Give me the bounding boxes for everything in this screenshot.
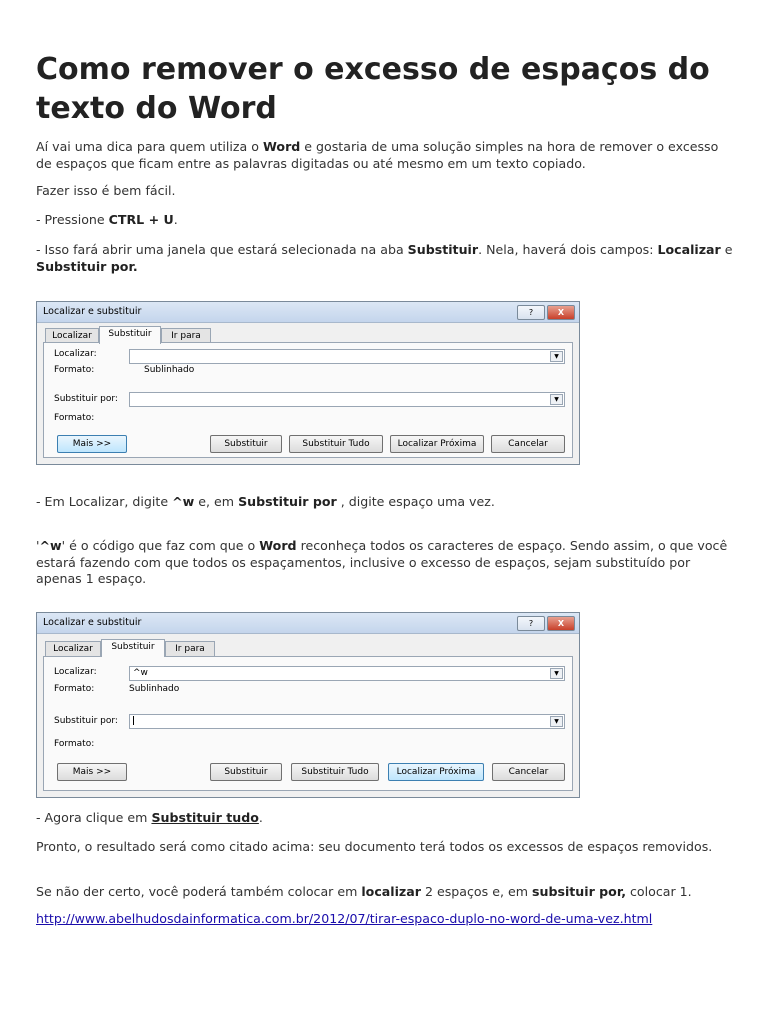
done-paragraph: Pronto, o resultado será como citado acima: seu documento terá todos os excessos de espaços removidos. <box>36 839 713 854</box>
tab-substituir[interactable]: Substituir <box>99 326 161 344</box>
intro-text-a: Aí vai uma dica para quem utiliza o <box>36 139 263 154</box>
dialog-title: Localizar e substituir <box>43 617 142 628</box>
chevron-down-icon[interactable]: ▼ <box>550 716 563 727</box>
format-label: Formato: <box>54 684 95 694</box>
find-label: Localizar: <box>54 667 97 677</box>
step1-keys: CTRL + U <box>108 212 174 227</box>
source-link[interactable]: http://www.abelhudosdainformatica.com.br/2012/07/tirar-espaco-duplo-no-word-de-uma-vez.html <box>36 911 653 926</box>
find-next-button[interactable]: Localizar Próxima <box>388 763 484 781</box>
chevron-down-icon[interactable]: ▼ <box>550 668 563 679</box>
tip-text-c: colocar 1. <box>625 884 692 899</box>
replace-combobox[interactable] <box>129 714 565 729</box>
replace-all-button[interactable]: Substituir Tudo <box>289 435 383 453</box>
explain-quote: ' <box>36 538 40 553</box>
help-button[interactable]: ? <box>517 616 545 631</box>
step2-paragraph <box>36 242 736 275</box>
step2-field1: Localizar <box>657 242 721 257</box>
replace-label: Substituir por: <box>54 394 118 404</box>
tip-text-a: Se não der certo, você poderá também colocar em <box>36 884 362 899</box>
close-button[interactable]: X <box>547 305 575 320</box>
format-label: Formato: <box>54 365 95 375</box>
dialog-titlebar <box>37 613 579 634</box>
text-caret <box>133 715 134 728</box>
step1-paragraph <box>36 212 736 229</box>
close-button[interactable]: X <box>547 616 575 631</box>
tab-ir-para[interactable]: Ir para <box>161 328 211 343</box>
source-paragraph <box>36 911 736 928</box>
intro-word: Word <box>262 139 301 154</box>
intro-paragraph <box>36 139 736 172</box>
step3-text-c: , digite espaço uma vez. <box>336 494 495 509</box>
easy-paragraph: Fazer isso é bem fácil. <box>36 183 176 198</box>
step4-text-a: - Agora clique em <box>36 810 152 825</box>
tip-k1: localizar <box>361 884 421 899</box>
step2-field2: Substituir por. <box>36 258 138 274</box>
tip-text-b: 2 espaços e, em <box>420 884 532 899</box>
replace-button[interactable]: Substituir <box>210 763 282 781</box>
step1-text-a: - Pressione <box>36 212 109 227</box>
dialog-titlebar <box>37 302 579 323</box>
find-value: ^w <box>133 668 148 678</box>
step3-field: Substituir por <box>238 494 337 509</box>
replace-button[interactable]: Substituir <box>210 435 282 453</box>
cancel-button[interactable]: Cancelar <box>492 763 565 781</box>
replace-combobox[interactable] <box>129 392 565 407</box>
tab-localizar[interactable]: Localizar <box>45 328 99 343</box>
explain-code: ^w <box>39 538 62 553</box>
find-combobox[interactable] <box>129 666 565 681</box>
tab-panel <box>43 342 573 458</box>
tip-paragraph <box>36 884 736 901</box>
find-next-button[interactable]: Localizar Próxima <box>390 435 484 453</box>
dialog-title: Localizar e substituir <box>43 306 142 317</box>
step4-paragraph <box>36 810 736 827</box>
step3-paragraph <box>36 494 736 511</box>
replace-all-button[interactable]: Substituir Tudo <box>291 763 379 781</box>
chevron-down-icon[interactable]: ▼ <box>550 394 563 405</box>
tab-ir-para[interactable]: Ir para <box>165 641 215 656</box>
step2-text-c: e <box>720 242 733 257</box>
more-button[interactable]: Mais >> <box>57 763 127 781</box>
explain-paragraph <box>36 538 736 588</box>
find-replace-dialog-1 <box>36 301 580 465</box>
find-replace-dialog-2 <box>36 612 580 798</box>
find-combobox[interactable] <box>129 349 565 364</box>
step2-tab: Substituir <box>407 242 479 257</box>
replace-format-label: Formato: <box>54 413 95 423</box>
tab-substituir[interactable]: Substituir <box>101 639 165 657</box>
help-button[interactable]: ? <box>517 305 545 320</box>
step3-text-a: - Em Localizar, digite <box>36 494 173 509</box>
more-button[interactable]: Mais >> <box>57 435 127 453</box>
tab-panel <box>43 656 573 791</box>
tab-localizar[interactable]: Localizar <box>45 641 101 656</box>
replace-label: Substituir por: <box>54 716 118 726</box>
step2-text-b: . Nela, haverá dois campos: <box>478 242 658 257</box>
page-title: Como remover o excesso de espaços do texto do Word <box>36 52 710 126</box>
chevron-down-icon[interactable]: ▼ <box>550 351 563 362</box>
explain-word: Word <box>259 538 297 553</box>
explain-text-b: reconheça todos os caracteres de espaço. Sendo assim, o que você estará fazendo com que todos os espaçamentos, inclusive o excesso de espaços, sejam substituído por apenas 1 espaço. <box>36 538 728 586</box>
step2-text-a: - Isso fará abrir uma janela que estará selecionada na aba <box>36 242 408 257</box>
cancel-button[interactable]: Cancelar <box>491 435 565 453</box>
intro-text-b: e gostaria de uma solução simples na hora de remover o excesso de espaços que ficam entre as palavras digitadas ou até mesmo em um texto copiado. <box>36 139 719 171</box>
format-value: Sublinhado <box>129 684 180 694</box>
step4-button-name: Substituir tudo <box>151 810 259 825</box>
replace-format-label: Formato: <box>54 739 95 749</box>
format-value: Sublinhado <box>144 365 195 375</box>
tip-k2: subsituir por, <box>531 884 626 899</box>
step3-text-b: e, em <box>194 494 239 509</box>
step3-code: ^w <box>172 494 195 509</box>
step1-text-b: . <box>173 212 178 227</box>
find-label: Localizar: <box>54 349 97 359</box>
step4-text-b: . <box>258 810 263 825</box>
explain-text-a: ' é o código que faz com que o <box>61 538 260 553</box>
